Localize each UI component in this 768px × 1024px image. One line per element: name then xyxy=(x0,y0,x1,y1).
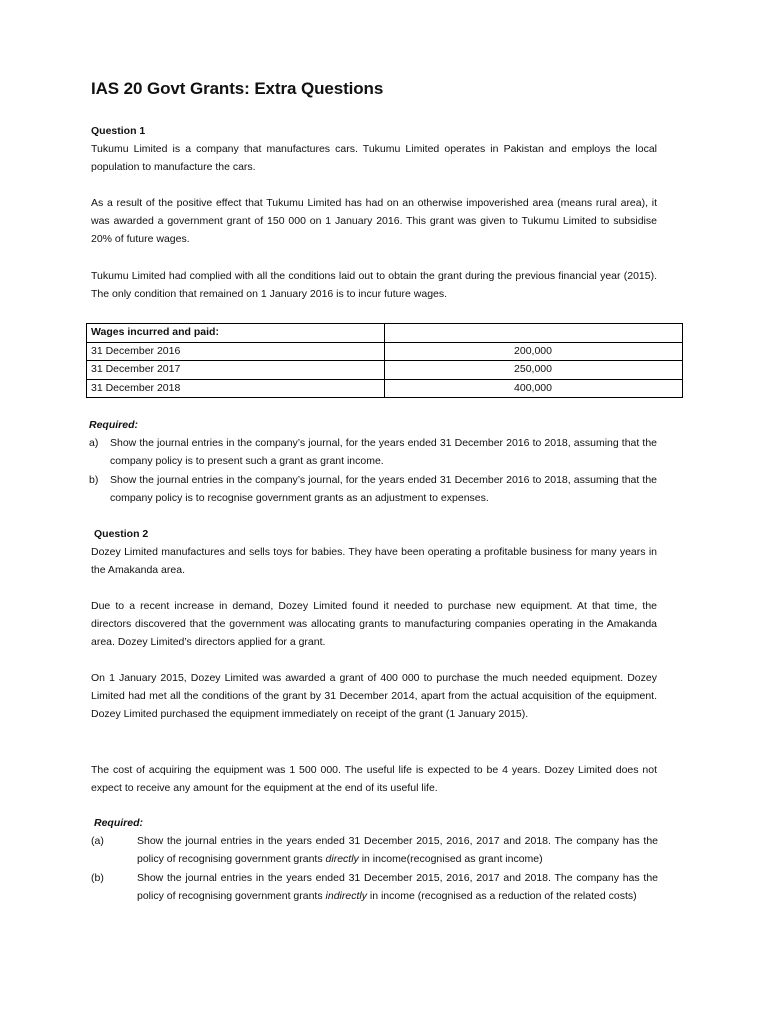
row-amount: 400,000 xyxy=(385,379,683,398)
table-row xyxy=(87,342,683,361)
q2-paragraph-3-block xyxy=(91,669,657,724)
q2-item-b-text-2: in income (recognised as a reduction of the related costs) xyxy=(366,889,637,902)
table-header-row xyxy=(87,324,683,343)
q2-intro xyxy=(91,525,657,580)
q1-item-b-text: Show the journal entries in the company’s journal, for the years ended 31 December 2016 to 2018, assuming that the company policy is to recognise government grants as an adjustment to expenses. xyxy=(110,473,657,504)
q2-item-b-marker: (b) xyxy=(91,871,104,884)
q2-required-label: Required: xyxy=(94,817,144,829)
q2-paragraph-4-block xyxy=(91,761,657,797)
q1-item-a xyxy=(89,434,657,470)
q2-paragraph-4: The cost of acquiring the equipment was 1 500 000. The useful life is expected to be 4 years. Dozey Limited does not expect to receive any amount for the equipment at the end of its useful life. xyxy=(91,764,657,795)
q1-paragraph-2-block xyxy=(91,194,657,249)
q1-paragraph-1: Tukumu Limited is a company that manufactures cars. Tukumu Limited operates in Pakistan and employs the local population to manufacture the cars. xyxy=(91,143,657,174)
row-amount: 200,000 xyxy=(385,342,683,361)
q1-heading: Question 1 xyxy=(91,125,146,137)
document-title: IAS 20 Govt Grants: Extra Questions xyxy=(91,79,384,98)
table-row xyxy=(87,379,683,398)
row-amount: 250,000 xyxy=(385,361,683,380)
q2-paragraph-3: On 1 January 2015, Dozey Limited was awarded a grant of 400 000 to purchase the much needed equipment. Dozey Limited had met all the conditions of the grant by 31 December 2014, apart from the actual acquisition of the equipment. Dozey Limited purchased the equipment immediately on receipt of the grant (1 January 2015). xyxy=(91,672,657,721)
table-row xyxy=(87,361,683,380)
row-date: 31 December 2016 xyxy=(87,342,385,361)
q2-item-b-text-1: Show the journal entries in the years ended 31 December 2015, 2016, 2017 and 2018. The company has the policy of recognising government grants xyxy=(137,871,658,902)
q2-heading: Question 2 xyxy=(94,528,149,540)
q2-paragraph-1: Dozey Limited manufactures and sells toys for babies. They have been operating a profitable business for many years in the Amakanda area. xyxy=(91,546,657,577)
q1-paragraph-3-block xyxy=(91,267,657,303)
q1-item-a-marker: a) xyxy=(89,437,99,450)
q1-paragraph-3: Tukumu Limited had complied with all the conditions laid out to obtain the grant during the previous financial year (2015). The only condition that remained on 1 January 2016 is to incur future wages. xyxy=(91,270,657,301)
q2-item-a-text-2: in income(recognised as grant income) xyxy=(358,853,543,866)
wages-table xyxy=(86,323,683,398)
table-header-cell: Wages incurred and paid: xyxy=(87,324,385,343)
q2-item-b xyxy=(91,869,658,905)
q2-paragraph-2-block xyxy=(91,597,657,652)
q2-item-b-emphasis: indirectly xyxy=(325,889,367,902)
q1-paragraph-2: As a result of the positive effect that Tukumu Limited has had on an otherwise impoverished area (means rural area), it was awarded a government grant of 150 000 on 1 January 2016. This grant was given to Tukumu Limited to subsidise 20% of future wages. xyxy=(91,197,657,246)
q1-item-b-marker: b) xyxy=(89,473,99,486)
q2-required-block xyxy=(91,814,658,905)
q2-item-a-marker: (a) xyxy=(91,835,104,848)
q2-item-a xyxy=(91,832,658,868)
q1-intro xyxy=(91,122,657,177)
q1-required-block xyxy=(89,416,657,507)
q2-item-a-emphasis: directly xyxy=(325,853,359,866)
q1-item-a-text: Show the journal entries in the company’s journal, for the years ended 31 December 2016 to 2018, assuming that the company policy is to present such a grant as grant income. xyxy=(110,437,657,468)
table-header-empty-cell xyxy=(385,324,683,343)
row-date: 31 December 2017 xyxy=(87,361,385,380)
row-date: 31 December 2018 xyxy=(87,379,385,398)
q2-paragraph-2: Due to a recent increase in demand, Dozey Limited found it needed to purchase new equipment. At that time, the directors discovered that the government was allocating grants to manufacturing companies operating in the Amakanda area. Dozey Limited’s directors applied for a grant. xyxy=(91,600,657,649)
q1-item-b xyxy=(89,471,657,507)
q1-required-label: Required: xyxy=(89,419,139,431)
q2-item-a-text-1: Show the journal entries in the years ended 31 December 2015, 2016, 2017 and 2018. The company has the policy of recognising government grants xyxy=(137,835,658,866)
